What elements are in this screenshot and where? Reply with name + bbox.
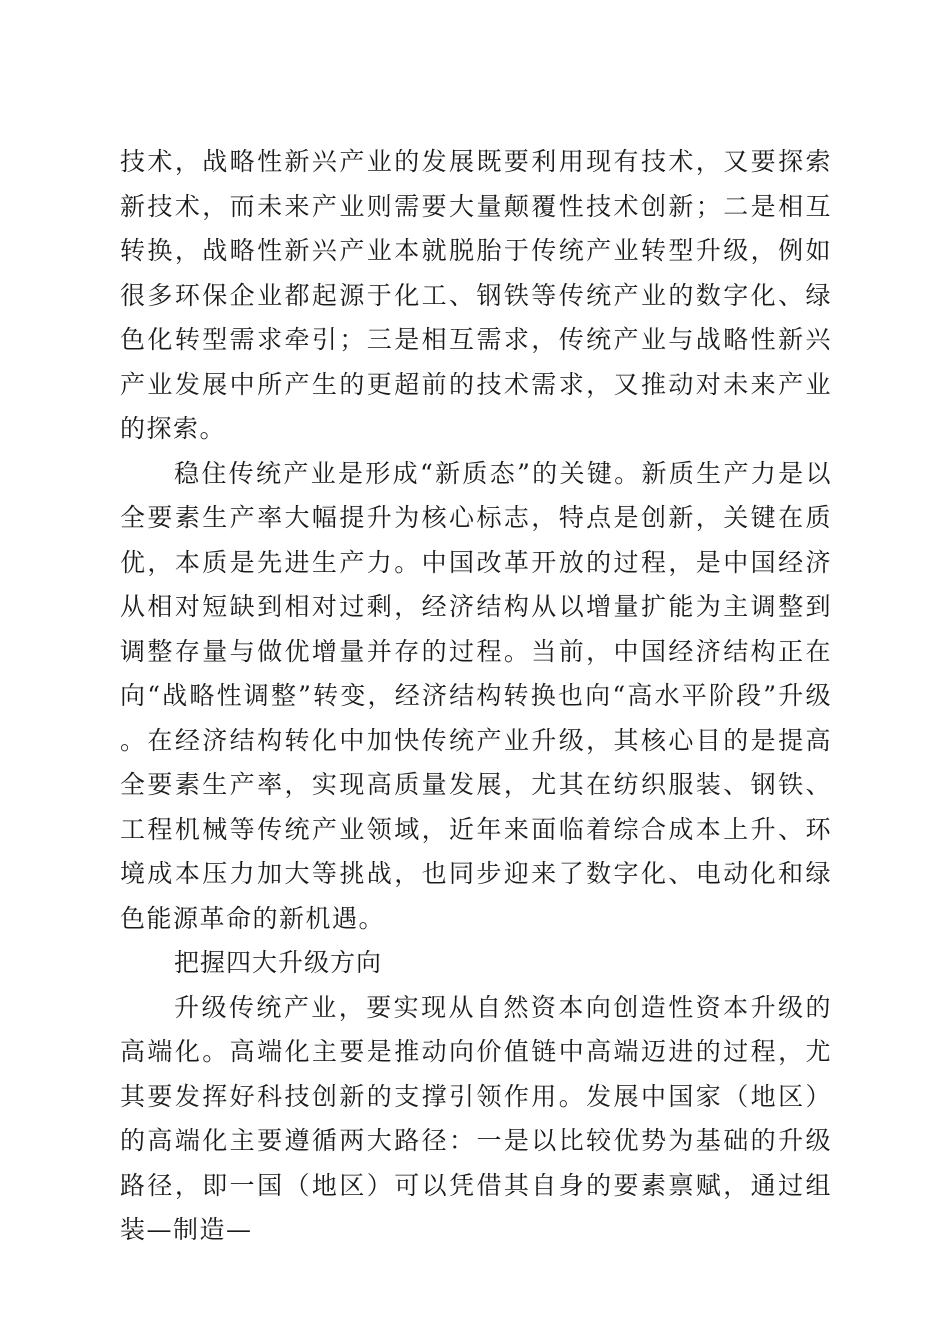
section-heading: 把握四大升级方向	[174, 948, 383, 977]
document-body	[120, 140, 832, 1253]
paragraph-continuation: 技术，战略性新兴产业的发展既要利用现有技术，又要探索新技术，而未来产业则需要大量颠覆性技术创新；二是相互转换，战略性新兴产业本就脱胎于传统产业转型升级，例如很多环保企业都起源于化工、钢铁等传统产业的数字化、绿色化转型需求牵引；三是相互需求，传统产业与战略性新兴产业发展中所产生的更超前的技术需求，又推动对未来产业的探索。	[120, 147, 832, 443]
paragraph-stabilize-traditional-industry: 稳住传统产业是形成“新质态”的关键。新质生产力是以全要素生产率大幅提升为核心标志，特点是创新，关键在质优，本质是先进生产力。中国改革开放的过程，是中国经济从相对短缺到相对过剩，经济结构从以增量扩能为主调整到调整存量与做优增量并存的过程。当前，中国经济结构正在向“战略性调整”转变，经济结构转换也向“高水平阶段”升级。在经济结构转化中加快传统产业升级，其核心目的是提高全要素生产率，实现高质量发展，尤其在纺织服装、钢铁、工程机械等传统产业领域，近年来面临着综合成本上升、环境成本压力加大等挑战，也同步迎来了数字化、电动化和绿色能源革命的新机遇。	[120, 458, 832, 933]
paragraph-upgrade-traditional-industry: 升级传统产业，要实现从自然资本向创造性资本升级的高端化。高端化主要是推动向价值链中高端迈进的过程，尤其要发挥好科技创新的支撑引领作用。发展中国家（地区）的高端化主要遵循两大路径：一是以比较优势为基础的升级路径，即一国（地区）可以凭借其自身的要素禀赋，通过组装—制造—	[120, 992, 832, 1244]
